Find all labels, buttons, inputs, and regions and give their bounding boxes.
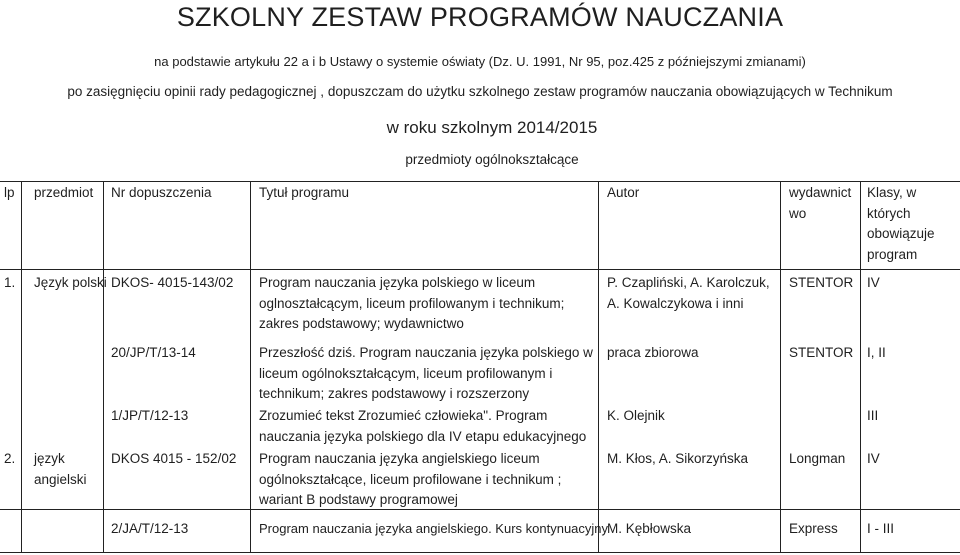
- cell-subject: Język polski: [34, 275, 107, 290]
- col-divider: [103, 181, 104, 552]
- cell-program-title: Program nauczania języka angielskiego liceum ogólnokształcące, liceum profilowane i technikum ; wariant B podstawy programowej: [259, 451, 562, 507]
- cell-approval-no: DKOS 4015 - 152/02: [111, 451, 237, 466]
- cell-program-title: Program nauczania języka polskiego w liceum oglnoształcącym, liceum profilowanym i technikum; zakres podstawowy; wydawnictwo: [259, 275, 565, 331]
- cell-publisher: STENTOR: [789, 275, 854, 290]
- legal-basis-text: na podstawie artykułu 22 a i b Ustawy o systemie oświaty (Dz. U. 1991, Nr 95, poz.425 z późniejszymi zmianami): [154, 54, 806, 69]
- cell-approval-no: DKOS- 4015-143/02: [111, 275, 234, 290]
- approval-text: po zasięgnięciu opinii rady pedagogicznej , dopuszczam do użytku szkolnego zestaw programów nauczania obowiązujących w Technikum: [67, 84, 893, 99]
- cell-classes: I, II: [867, 345, 886, 360]
- cell-classes: I - III: [867, 521, 894, 536]
- header-subject: przedmiot: [34, 185, 94, 200]
- cell-classes: IV: [867, 451, 880, 466]
- header-approval-no: Nr dopuszczenia: [111, 185, 212, 200]
- cell-subject: język angielski: [34, 451, 87, 487]
- cell-author: K. Olejnik: [607, 408, 665, 423]
- cell-classes: IV: [867, 275, 880, 290]
- cell-approval-no: 20/JP/T/13-14: [111, 345, 196, 360]
- cell-publisher: STENTOR: [789, 345, 854, 360]
- table-top-border: [0, 181, 960, 182]
- cell-lp: 1.: [4, 275, 16, 290]
- header-program-title: Tytuł programu: [259, 185, 350, 200]
- col-divider: [780, 181, 781, 552]
- col-divider: [598, 181, 599, 552]
- header-author: Autor: [607, 185, 640, 200]
- header-publisher: wydawnictwo: [789, 185, 852, 221]
- col-divider: [860, 181, 861, 552]
- header-classes: Klasy, w których obowiązuje program: [867, 185, 935, 262]
- cell-publisher: Longman: [789, 451, 846, 466]
- cell-program-title: Zrozumieć tekst Zrozumieć człowieka". Program nauczania języka polskiego dla IV etapu edukacyjnego: [259, 408, 587, 444]
- table-bottom-border: [0, 552, 960, 553]
- col-divider: [250, 181, 251, 552]
- subjects-group-label: przedmioty ogólnokształcące: [405, 152, 579, 167]
- cell-publisher: Express: [789, 521, 838, 536]
- col-divider: [21, 181, 22, 552]
- cell-program-title: Program nauczania języka angielskiego. Kurs kontynuacyjny: [259, 521, 609, 536]
- cell-approval-no: 2/JA/T/12-13: [111, 521, 189, 536]
- cell-classes: III: [867, 408, 879, 423]
- cell-author: praca zbiorowa: [607, 345, 699, 360]
- cell-program-title: Przeszłość dziś. Program nauczania języka polskiego w liceum ogólnokształcącym, liceum profilowanym i technikum; zakres podstawowy i rozszerzony: [259, 345, 593, 401]
- header-lp: lp: [4, 185, 15, 200]
- cell-lp: 2.: [4, 451, 16, 466]
- cell-author: P. Czapliński, A. Karolczuk, A. Kowalczykowa i inni: [607, 275, 770, 311]
- page-title: SZKOLNY ZESTAW PROGRAMÓW NAUCZANIA: [176, 2, 784, 32]
- cell-author: M. Kębłowska: [607, 521, 692, 536]
- cell-author: M. Kłos, A. Sikorzyńska: [607, 451, 749, 466]
- cell-approval-no: 1/JP/T/12-13: [111, 408, 189, 423]
- school-year: w roku szkolnym 2014/2015: [386, 118, 598, 137]
- header-bottom-border: [0, 269, 960, 270]
